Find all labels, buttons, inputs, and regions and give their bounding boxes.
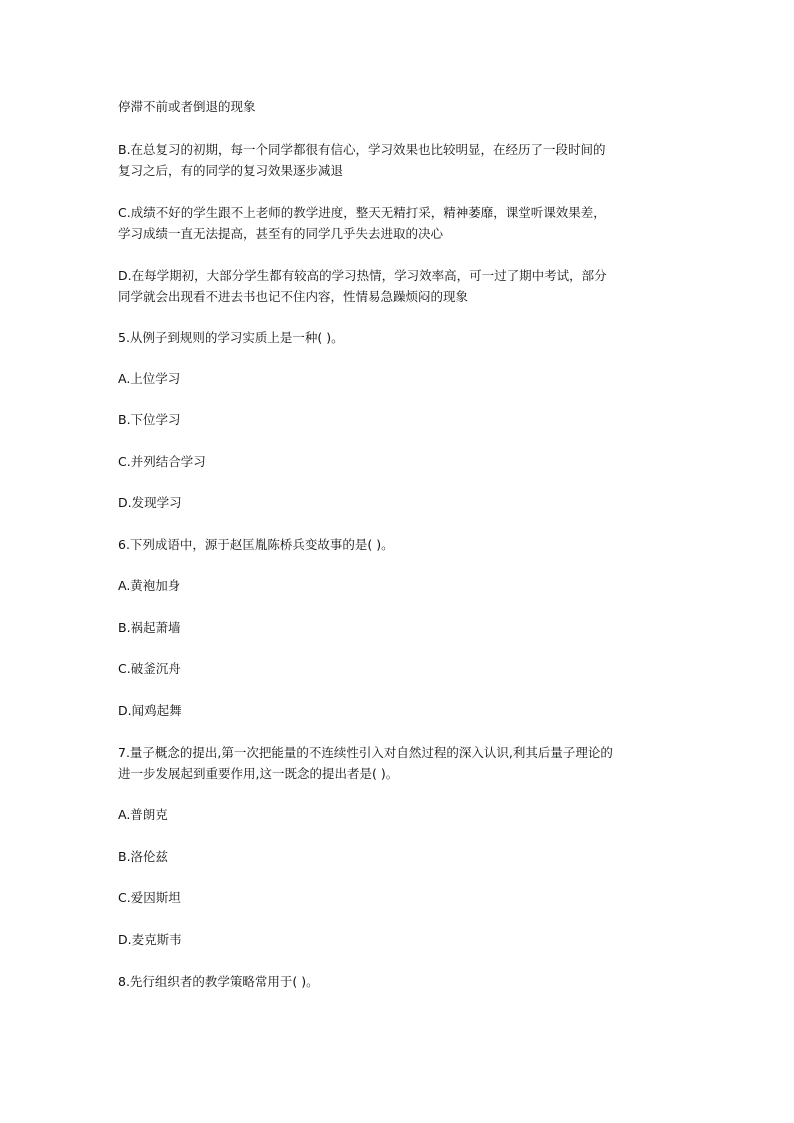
q6-option-c <box>118 658 678 679</box>
q7-option-b <box>118 846 678 867</box>
text-line: A.上位学习 <box>118 371 181 386</box>
q7-option-a <box>118 804 678 825</box>
text-line: 进一步发展起到重要作用,这一既念的提出者是( )。 <box>118 766 399 781</box>
text-line: D.在每学期初，大部分学生都有较高的学习热情，学习效率高，可一过了期中考试，部分 <box>118 268 607 283</box>
text-line: 5.从例子到规则的学习实质上是一种( )。 <box>118 330 344 345</box>
q6-option-d <box>118 700 678 721</box>
q7-option-d <box>118 929 678 950</box>
text-line: 7.量子概念的提出,第一次把能量的不连续性引入对自然过程的深入认识,利其后量子理论的 <box>118 745 613 760</box>
q6-option-a <box>118 575 678 596</box>
text-line: 停滞不前或者倒退的现象 <box>118 99 256 114</box>
text-line: B.下位学习 <box>118 412 181 427</box>
text-line: C.成绩不好的学生跟不上老师的教学进度，整天无精打采，精神萎靡，课堂听课效果差， <box>118 205 606 220</box>
text-line: B.祸起萧墙 <box>118 620 181 635</box>
text-line: 学习成绩一直无法提高，甚至有的同学几乎失去进取的决心 <box>118 226 444 241</box>
text-line: B.洛伦兹 <box>118 849 169 864</box>
q7-option-c <box>118 887 678 908</box>
option-b <box>118 139 678 181</box>
text-line: D.闻鸡起舞 <box>118 703 182 718</box>
option-c <box>118 202 678 244</box>
text-line: C.破釜沉舟 <box>118 661 181 676</box>
q5-option-c <box>118 451 678 472</box>
q5-option-d <box>118 492 678 513</box>
question-7 <box>118 742 678 784</box>
text-line: A.普朗克 <box>118 807 168 822</box>
text-line: A.黄袍加身 <box>118 578 181 593</box>
paragraph-continuation <box>118 96 678 117</box>
text-line: D.发现学习 <box>118 495 182 510</box>
q5-option-a <box>118 368 678 389</box>
text-line: D.麦克斯韦 <box>118 932 182 947</box>
q5-option-b <box>118 409 678 430</box>
text-line: 8.先行组织者的教学策略常用于( )。 <box>118 974 319 989</box>
text-line: B.在总复习的初期，每一个同学都很有信心，学习效果也比较明显，在经历了一段时间的 <box>118 142 606 157</box>
text-line: C.爱因斯坦 <box>118 890 181 905</box>
text-line: 复习之后，有的同学的复习效果逐步减退 <box>118 163 344 178</box>
question-5 <box>118 327 678 348</box>
option-d <box>118 265 678 307</box>
text-line: C.并列结合学习 <box>118 454 206 469</box>
question-6 <box>118 534 678 555</box>
question-8 <box>118 971 678 992</box>
text-line: 同学就会出现看不进去书也记不住内容，性情易急躁烦闷的现象 <box>118 289 469 304</box>
q6-option-b <box>118 617 678 638</box>
text-line: 6.下列成语中，源于赵匡胤陈桥兵变故事的是( )。 <box>118 537 394 552</box>
